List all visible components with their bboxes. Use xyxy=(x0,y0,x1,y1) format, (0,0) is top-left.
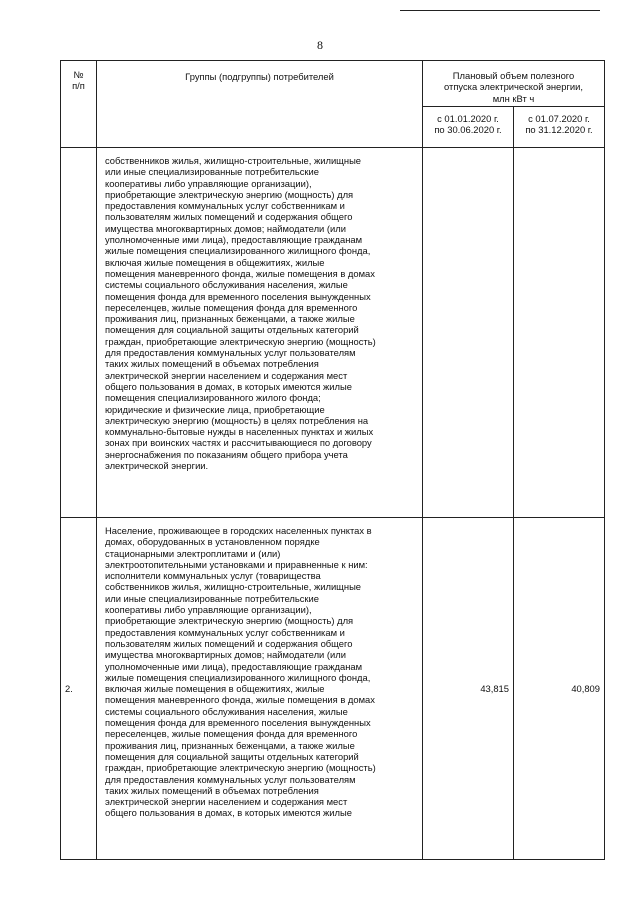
text-line: помещения фонда для временного поселения вынужденных xyxy=(105,290,371,302)
header-plan-line: Плановый объем полезного xyxy=(452,70,575,81)
text-line: или иные специализированные потребительские xyxy=(105,592,319,604)
header-num-label: п/п xyxy=(72,80,85,92)
text-line: граждан, приобретающие электрическую энергию (мощность) xyxy=(105,335,376,347)
text-line: приобретающие электрическую энергию (мощность) для xyxy=(105,188,354,200)
text-line: пользователям жилых помещений и содержания общего xyxy=(105,637,353,649)
header-group-cell xyxy=(97,61,423,148)
text-line: таких жилых помещений в объемах потребления xyxy=(105,784,319,796)
row-value2-cell: 40,809 xyxy=(514,518,605,860)
text-line: включая жилые помещения в общежитиях, жилые xyxy=(105,683,325,695)
text-line: помещения для социальной защиты отдельных категорий xyxy=(105,750,359,762)
row-num-cell xyxy=(61,148,97,518)
text-line: зонах при воинских частях и рассчитывающиеся по договору xyxy=(105,437,372,449)
text-line: предоставления коммунальных услуг собственникам и xyxy=(105,626,345,638)
text-line: имущества многоквартирных домов; наймодатели (или xyxy=(105,649,346,661)
text-line: жилые помещения специализированного жилищного фонда, xyxy=(105,671,371,683)
text-line: помещения для социальной защиты отдельных категорий xyxy=(105,324,359,336)
text-line: электрической энергии населением и содержания мест xyxy=(105,796,348,808)
text-line: пользователям жилых помещений и содержания общего xyxy=(105,211,353,223)
text-line: собственников жилья, жилищно-строительные, жилищные xyxy=(105,155,362,166)
text-line: для предоставления коммунальных услуг пользователям xyxy=(105,347,356,359)
text-line: Население, проживающее в городских населенных пунктах в xyxy=(105,525,372,536)
text-line: стационарными электроплитами и (или) xyxy=(105,547,281,559)
table-row-2 xyxy=(61,518,605,860)
header-plan-line: отпуска электрической энергии, xyxy=(444,81,583,93)
row-value2-cell xyxy=(514,148,605,518)
header-num-cell xyxy=(61,61,97,148)
text-line: системы социального обслуживания населения, жилые xyxy=(105,279,348,291)
header-period1-line: по 30.06.2020 г. xyxy=(434,124,502,136)
text-line: уполномоченные ими лица), предоставляющие гражданам xyxy=(105,660,363,672)
text-line: электрической энергии населением и содержания мест xyxy=(105,369,348,381)
header-plan-cell xyxy=(423,61,605,107)
text-line: включая жилые помещения в общежитиях, жилые xyxy=(105,256,325,268)
text-line: помещения маневренного фонда, жилые помещения в домах xyxy=(105,267,375,279)
text-line: электроотопительными установками и приравненные к ним: xyxy=(105,558,368,570)
text-line: коммунально-бытовые нужды в населенных пунктах и жилых xyxy=(105,426,374,438)
text-line: юридические и физические лица, приобретающие xyxy=(105,403,325,415)
header-plan-line: млн кВт ч xyxy=(492,92,535,104)
header-group-label: Группы (подгруппы) потребителей xyxy=(185,71,334,82)
text-line: переселенцев, жилые помещения фонда для временного xyxy=(105,728,358,740)
page-number: 8 xyxy=(317,38,323,52)
table-row-continuation xyxy=(61,148,605,518)
text-line: таких жилых помещений в объемах потребления xyxy=(105,358,319,370)
text-line: приобретающие электрическую энергию (мощность) для xyxy=(105,615,354,627)
consumption-table xyxy=(60,60,605,860)
text-line: кооперативы либо управляющие организации), xyxy=(105,604,312,616)
row-num-cell: 2. xyxy=(61,518,97,860)
text-line: общего пользования в домах, в которых имеются жилые xyxy=(105,380,352,392)
text-line: кооперативы либо управляющие организации), xyxy=(105,177,312,189)
text-line: жилые помещения специализированного жилищного фонда, xyxy=(105,245,371,257)
text-line: домах, оборудованных в установленном порядке xyxy=(105,536,320,548)
header-period1-cell xyxy=(423,107,514,148)
row-group-text xyxy=(97,518,423,860)
text-line: или иные специализированные потребительские xyxy=(105,166,319,178)
table-header-row xyxy=(61,61,605,107)
header-period2-line: по 31.12.2020 г. xyxy=(525,124,593,136)
text-line: уполномоченные ими лица), предоставляющие гражданам xyxy=(105,234,363,246)
text-line: граждан, приобретающие электрическую энергию (мощность) xyxy=(105,762,376,774)
text-line: переселенцев, жилые помещения фонда для временного xyxy=(105,301,358,313)
text-line: проживания лиц, признанных беженцами, а также жилые xyxy=(105,739,355,751)
row-value1-cell: 43,815 xyxy=(423,518,514,860)
text-line: помещения специализированного жилого фонда; xyxy=(105,392,321,404)
text-line: энергоснабжения по показаниям общего прибора учета xyxy=(105,448,348,460)
text-line: электрическую энергию (мощность) в целях потребления на xyxy=(105,414,369,426)
text-line: для предоставления коммунальных услуг пользователям xyxy=(105,773,356,785)
header-num-label: № xyxy=(73,69,84,80)
row-value1-cell xyxy=(423,148,514,518)
text-line: системы социального обслуживания населения, жилые xyxy=(105,705,348,717)
text-line: имущества многоквартирных домов; наймодатели (или xyxy=(105,222,346,234)
text-line: собственников жилья, жилищно-строительные, жилищные xyxy=(105,581,362,593)
header-period2-cell xyxy=(514,107,605,148)
text-line: исполнители коммунальных услуг (товарищества xyxy=(105,570,321,582)
text-line: предоставления коммунальных услуг собственникам и xyxy=(105,200,345,212)
text-line: электрической энергии. xyxy=(105,460,209,472)
text-line: помещения маневренного фонда, жилые помещения в домах xyxy=(105,694,375,706)
text-line: проживания лиц, признанных беженцами, а также жилые xyxy=(105,313,355,325)
header-period2-line: с 01.07.2020 г. xyxy=(528,113,590,124)
header-period1-line: с 01.01.2020 г. xyxy=(437,113,499,124)
text-line: общего пользования в домах, в которых имеются жилые xyxy=(105,807,352,819)
header-rule xyxy=(400,10,600,11)
text-line: помещения фонда для временного поселения вынужденных xyxy=(105,717,371,729)
row-group-text xyxy=(97,148,423,518)
